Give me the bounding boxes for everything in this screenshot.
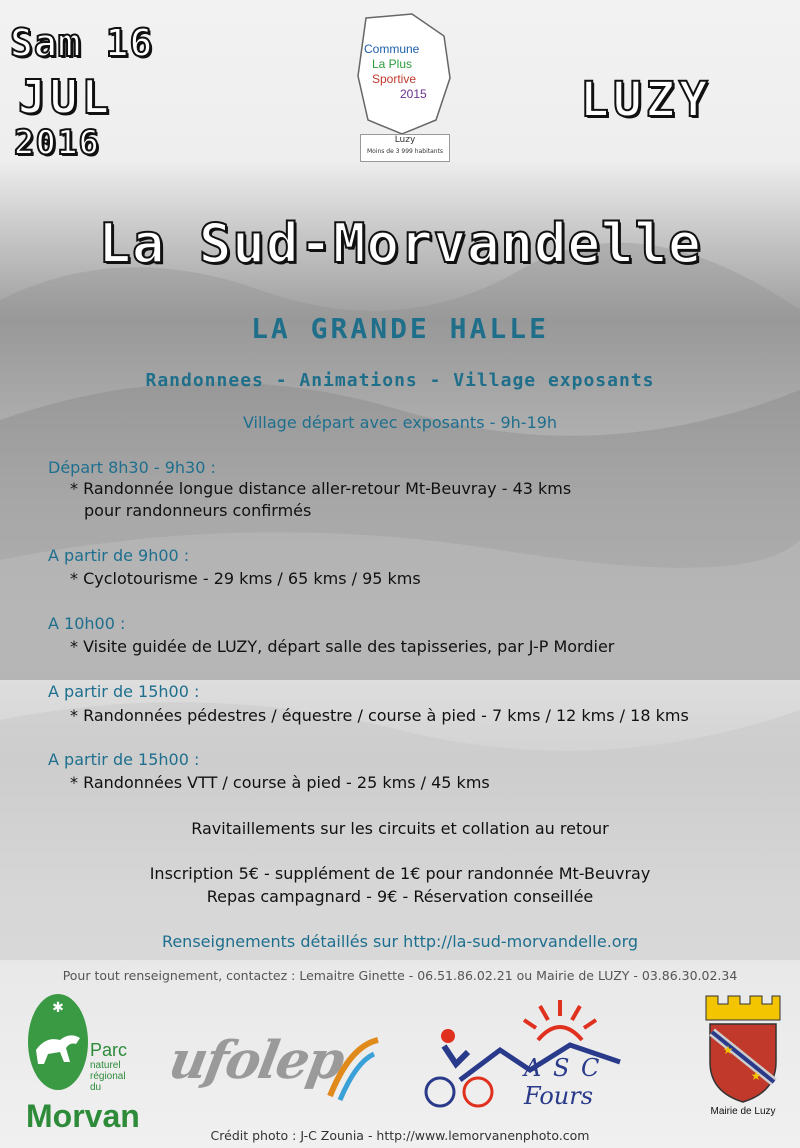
badge-year: 2015	[400, 87, 427, 101]
badge-line3: Sportive	[372, 72, 417, 86]
schedule-item-3: * Visite guidée de LUZY, départ salle des tapisseries, par J-P Mordier	[70, 637, 615, 656]
asc-line2: Fours	[524, 1082, 594, 1110]
photo-credit: Crédit photo : J-C Zounia - http://www.lemorvanenphoto.com	[210, 1128, 590, 1143]
ufolep-logo	[164, 1030, 400, 1110]
schedule-item-1-detail: pour randonneurs confirmés	[84, 501, 312, 520]
parc-line2: naturel	[90, 1060, 121, 1071]
schedule-heading-4: A partir de 15h00 :	[48, 682, 200, 701]
village-info: Village départ avec exposants - 9h-19h	[242, 413, 558, 432]
badge-subtitle: Moins de 3 999 habitants	[366, 148, 444, 155]
asc-fours-logo	[420, 990, 650, 1120]
mairie-luzy-logo	[700, 992, 786, 1122]
schedule-item-4: * Randonnées pédestres / équestre / course à pied - 7 kms / 12 kms / 18 kms	[70, 706, 689, 725]
svg-text:★: ★	[750, 1069, 762, 1083]
grass-background	[0, 660, 800, 960]
ufolep-swoosh-icon	[320, 1036, 380, 1106]
asc-line1: A S C	[524, 1054, 602, 1082]
parc-line1: Parc	[90, 1040, 128, 1060]
schedule-item-2: * Cyclotourisme - 29 kms / 65 kms / 95 kms	[70, 569, 421, 588]
date-day: Sam 16	[10, 21, 154, 65]
horse-leaf-icon	[26, 992, 90, 1092]
parc-line4: du	[90, 1082, 102, 1093]
date-month: JUL	[18, 70, 114, 124]
badge-line1: Commune	[364, 42, 420, 56]
info-link[interactable]: Renseignements détaillés sur http://la-sud-morvandelle.org	[161, 932, 639, 951]
inscription-info: Inscription 5€ - supplément de 1€ pour randonnée Mt-Beuvray	[149, 864, 651, 883]
svg-text:✱: ✱	[52, 1000, 64, 1016]
ufolep-text: ufolep	[164, 1030, 348, 1091]
schedule-heading-1: Départ 8h30 - 9h30 :	[48, 458, 216, 477]
date-year: 2016	[14, 123, 100, 163]
parc-line5: Morvan	[26, 1098, 140, 1134]
svg-text:★: ★	[722, 1043, 734, 1057]
badge-line2: La Plus	[372, 57, 413, 71]
ravitaillement-info: Ravitaillements sur les circuits et collation au retour	[191, 819, 609, 838]
coat-of-arms-icon	[700, 992, 786, 1104]
town-name: LUZY	[580, 72, 712, 128]
schedule-heading-2: A partir de 9h00 :	[48, 546, 190, 565]
contact-info: Pour tout renseignement, contactez : Lemaitre Ginette - 06.51.86.02.21 ou Mairie de LUZY - 03.86.30.02.34	[62, 968, 738, 983]
commune-sportive-badge	[352, 12, 456, 164]
tagline: Randonnees - Animations - Village exposants	[145, 370, 655, 391]
schedule-heading-5: A partir de 15h00 :	[48, 750, 200, 769]
mairie-caption: Mairie de Luzy	[710, 1106, 776, 1117]
schedule-item-1: * Randonnée longue distance aller-retour Mt-Beuvray - 43 kms	[70, 479, 572, 498]
schedule-heading-3: A 10h00 :	[48, 614, 126, 633]
badge-town: Luzy	[394, 135, 416, 145]
parc-line3: régional	[90, 1071, 126, 1082]
event-title: La Sud-Morvandelle	[98, 212, 702, 275]
venue: LA GRANDE HALLE	[251, 312, 549, 345]
repas-info: Repas campagnard - 9€ - Réservation conseillée	[206, 887, 594, 906]
parc-morvan-logo	[24, 992, 164, 1140]
schedule-item-5: * Randonnées VTT / course à pied - 25 kms / 45 kms	[70, 773, 490, 792]
